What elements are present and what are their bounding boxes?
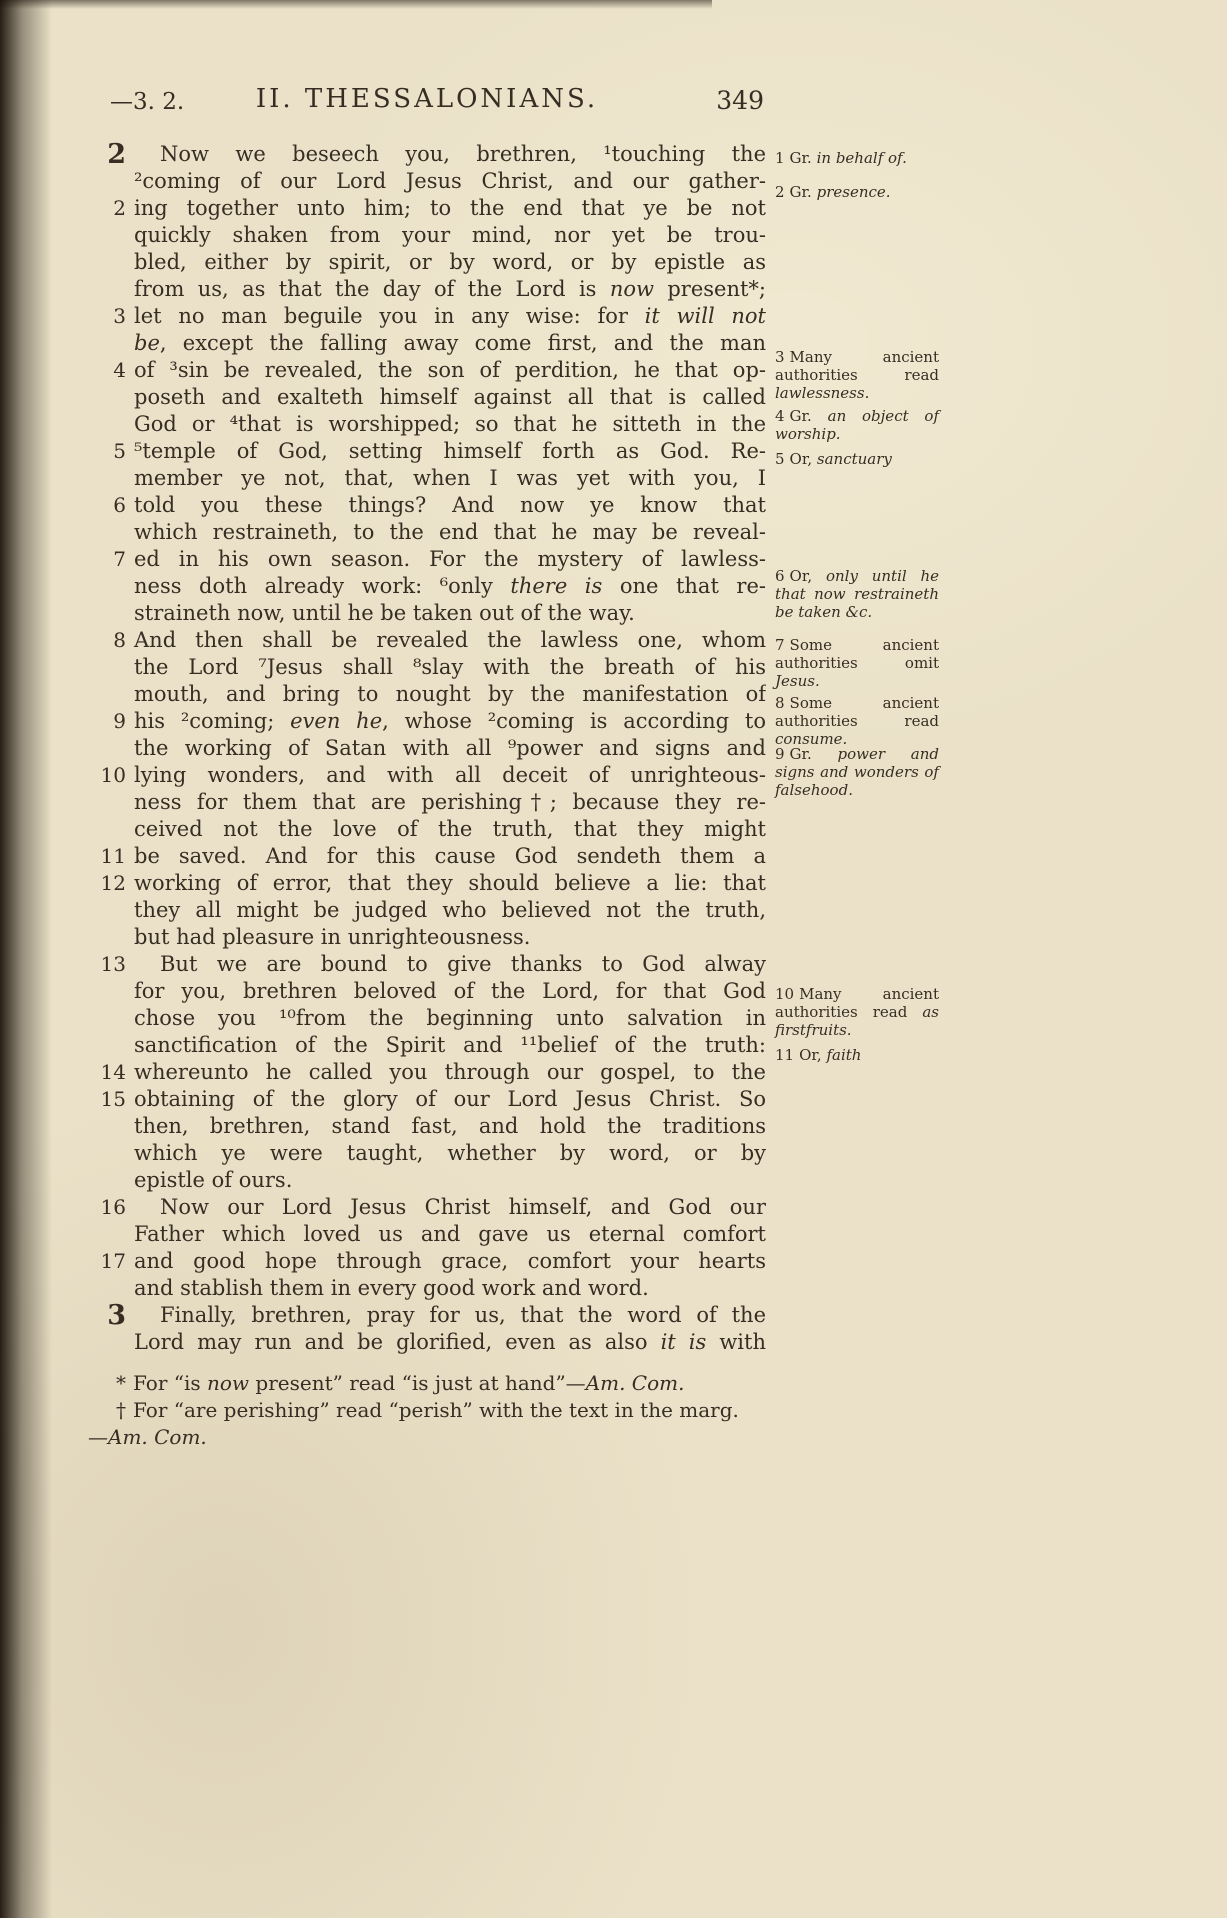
line-text: and stablish them in every good work and word. <box>134 1276 649 1300</box>
text-line <box>88 735 766 762</box>
text-line <box>88 870 766 897</box>
note-text: Or, sanctuary <box>789 450 892 468</box>
text-line <box>88 654 766 681</box>
note-number: 7 <box>775 636 785 654</box>
line-text: be saved. And for this cause God sendeth them a <box>134 844 766 868</box>
margin-note <box>775 985 939 1039</box>
text-line <box>88 708 766 735</box>
footnote-text: For “are perishing” read “perish” with the text in the marg.—Am. Com. <box>88 1398 739 1449</box>
line-text: epistle of ours. <box>134 1168 293 1192</box>
text-line <box>88 1167 766 1194</box>
note-number: 11 <box>775 1046 795 1064</box>
footnote-text: For “is now present” read “is just at hand”—Am. Com. <box>133 1371 685 1395</box>
line-text: from us, as that the day of the Lord is now present*; <box>134 277 766 301</box>
line-text: of ³sin be revealed, the son of perdition, he that op- <box>134 358 766 382</box>
line-text: member ye not, that, when I was yet with you, I <box>134 466 766 490</box>
text-line <box>88 546 766 573</box>
text-line <box>88 1086 766 1113</box>
text-line <box>88 384 766 411</box>
text-line <box>88 843 766 870</box>
note-number: 5 <box>775 450 785 468</box>
text-line <box>88 330 766 357</box>
text-line <box>88 627 766 654</box>
text-line <box>88 141 766 168</box>
footnote-symbol: † <box>116 1398 126 1422</box>
note-text: Gr. presence. <box>789 183 891 201</box>
line-text: Now our Lord Jesus Christ himself, and God our <box>160 1195 766 1219</box>
margin-note <box>775 407 939 443</box>
note-text: Many ancient authorities read lawlessness. <box>775 348 939 402</box>
note-text: Some ancient authorities read consume. <box>775 694 939 748</box>
line-text: ness doth already work: ⁶only there is one that re- <box>134 574 766 598</box>
note-number: 3 <box>775 348 785 366</box>
line-text: ²coming of our Lord Jesus Christ, and our gather- <box>134 169 766 193</box>
line-text: ing together unto him; to the end that ye be not <box>134 196 766 220</box>
text-line <box>88 411 766 438</box>
note-number: 10 <box>775 985 795 1003</box>
line-text: lying wonders, and with all deceit of unrighteous- <box>134 763 766 787</box>
text-line <box>88 465 766 492</box>
margin-note <box>775 636 939 690</box>
line-text: told you these things? And now ye know that <box>134 493 766 517</box>
text-line <box>88 1194 766 1221</box>
text-line <box>88 303 766 330</box>
text-line <box>88 951 766 978</box>
text-line <box>88 978 766 1005</box>
text-line <box>88 1329 766 1356</box>
line-text: whereunto he called you through our gospel, to the <box>134 1060 766 1084</box>
line-text: straineth now, until he be taken out of the way. <box>134 601 635 625</box>
text-line <box>88 276 766 303</box>
verse-number: 11 <box>100 844 126 868</box>
note-text: Gr. an object of worship. <box>775 407 939 443</box>
text-line <box>88 924 766 951</box>
line-text: the working of Satan with all ⁹power and signs and <box>134 736 766 760</box>
line-text: be, except the falling away come first, and the man <box>134 331 766 355</box>
line-text: But we are bound to give thanks to God alway <box>160 952 766 976</box>
line-text: let no man beguile you in any wise: for it will not <box>134 304 766 328</box>
margin-note <box>775 348 939 402</box>
verse-number: 17 <box>100 1249 126 1273</box>
binding-gutter-shadow <box>0 0 52 1918</box>
line-text: then, brethren, stand fast, and hold the traditions <box>134 1114 766 1138</box>
header-book-title: II. THESSALONIANS. <box>255 84 599 114</box>
line-text: for you, brethren beloved of the Lord, for that God <box>134 979 766 1003</box>
text-line <box>88 249 766 276</box>
note-number: 6 <box>775 567 785 585</box>
note-number: 2 <box>775 183 785 201</box>
text-line <box>88 1221 766 1248</box>
margin-note <box>775 694 939 748</box>
verse-number: 3 <box>113 304 126 328</box>
line-text: ceived not the love of the truth, that they might <box>134 817 766 841</box>
margin-note <box>775 450 939 468</box>
line-text: his ²coming; even he, whose ²coming is according to <box>134 709 766 733</box>
margin-note <box>775 567 939 621</box>
margin-note <box>775 1046 939 1064</box>
line-text: Lord may run and be glorified, even as also it is with <box>134 1330 766 1354</box>
chapter-number: 2 <box>107 141 126 168</box>
note-number: 8 <box>775 694 785 712</box>
text-line <box>88 492 766 519</box>
verse-number: 9 <box>113 709 126 733</box>
line-text: mouth, and bring to nought by the manifestation of <box>134 682 766 706</box>
verse-number: 7 <box>113 547 126 571</box>
note-text: Gr. in behalf of. <box>789 149 907 167</box>
note-number: 1 <box>775 149 785 167</box>
verse-number: 4 <box>113 358 126 382</box>
margin-note <box>775 745 939 799</box>
verse-number: 14 <box>100 1060 126 1084</box>
line-text: and good hope through grace, comfort your hearts <box>134 1249 766 1273</box>
text-line <box>88 1275 766 1302</box>
line-text: sanctification of the Spirit and ¹¹belief of the truth: <box>134 1033 766 1057</box>
line-text: Father which loved us and gave us eternal comfort <box>134 1222 766 1246</box>
page-top-edge-shadow <box>0 0 712 9</box>
line-text: ⁵temple of God, setting himself forth as God. Re- <box>134 439 766 463</box>
note-text: Gr. power and signs and wonders of falsehood. <box>775 745 939 799</box>
verse-number: 16 <box>100 1195 126 1219</box>
verse-number: 2 <box>113 196 126 220</box>
note-number: 9 <box>775 745 785 763</box>
note-text: Some ancient authorities omit Jesus. <box>775 636 939 690</box>
text-line <box>88 1248 766 1275</box>
line-text: ness for them that are perishing†; because they re- <box>134 790 766 814</box>
text-line <box>88 1059 766 1086</box>
verse-number: 8 <box>113 628 126 652</box>
text-line <box>88 1302 766 1329</box>
line-text: which ye were taught, whether by word, or by <box>134 1141 766 1165</box>
line-text: Now we beseech you, brethren, ¹touching the <box>160 142 766 166</box>
note-text: Many ancient authorities read as firstfruits. <box>775 985 939 1039</box>
line-text: God or ⁴that is worshipped; so that he sitteth in the <box>134 412 766 436</box>
scripture-text-column <box>88 141 766 1356</box>
text-line <box>88 438 766 465</box>
footnote <box>88 1370 756 1397</box>
text-line <box>88 816 766 843</box>
text-line <box>88 573 766 600</box>
line-text: they all might be judged who believed not the truth, <box>134 898 766 922</box>
header-section-ref: —3. 2. <box>110 89 185 115</box>
margin-notes-column <box>775 141 939 1261</box>
text-line <box>88 168 766 195</box>
line-text: Finally, brethren, pray for us, that the word of the <box>160 1303 766 1327</box>
line-text: working of error, that they should believe a lie: that <box>134 871 766 895</box>
verse-number: 15 <box>100 1087 126 1111</box>
margin-note <box>775 183 939 201</box>
note-text: Or, faith <box>799 1046 862 1064</box>
line-text: which restraineth, to the end that he may be reveal- <box>134 520 766 544</box>
verse-number: 10 <box>100 763 126 787</box>
footnote-symbol: * <box>116 1371 126 1395</box>
note-number: 4 <box>775 407 785 425</box>
text-line <box>88 222 766 249</box>
footnote <box>88 1397 756 1451</box>
text-line <box>88 357 766 384</box>
text-line <box>88 1032 766 1059</box>
line-text: And then shall be revealed the lawless one, whom <box>134 628 766 652</box>
text-line <box>88 1140 766 1167</box>
text-line <box>88 897 766 924</box>
running-header <box>88 84 766 120</box>
text-line <box>88 519 766 546</box>
text-line <box>88 195 766 222</box>
line-text: the Lord ⁷Jesus shall ⁸slay with the breath of his <box>134 655 766 679</box>
text-line <box>88 1005 766 1032</box>
line-text: ed in his own season. For the mystery of lawless- <box>134 547 766 571</box>
footnotes-block <box>88 1370 756 1451</box>
text-line <box>88 681 766 708</box>
verse-number: 12 <box>100 871 126 895</box>
line-text: but had pleasure in unrighteousness. <box>134 925 531 949</box>
line-text: chose you ¹⁰from the beginning unto salvation in <box>134 1006 766 1030</box>
header-page-number: 349 <box>716 86 764 115</box>
chapter-number: 3 <box>107 1302 126 1329</box>
text-line <box>88 762 766 789</box>
line-text: poseth and exalteth himself against all that is called <box>134 385 766 409</box>
line-text: quickly shaken from your mind, nor yet be trou- <box>134 223 766 247</box>
verse-number: 6 <box>113 493 126 517</box>
line-text: obtaining of the glory of our Lord Jesus Christ. So <box>134 1087 766 1111</box>
text-line <box>88 789 766 816</box>
verse-number: 13 <box>100 952 126 976</box>
verse-number: 5 <box>113 439 126 463</box>
line-text: bled, either by spirit, or by word, or by epistle as <box>134 250 766 274</box>
margin-note <box>775 149 939 167</box>
text-line <box>88 1113 766 1140</box>
text-line <box>88 600 766 627</box>
note-text: Or, only until he that now restraineth be taken &c. <box>775 567 940 621</box>
